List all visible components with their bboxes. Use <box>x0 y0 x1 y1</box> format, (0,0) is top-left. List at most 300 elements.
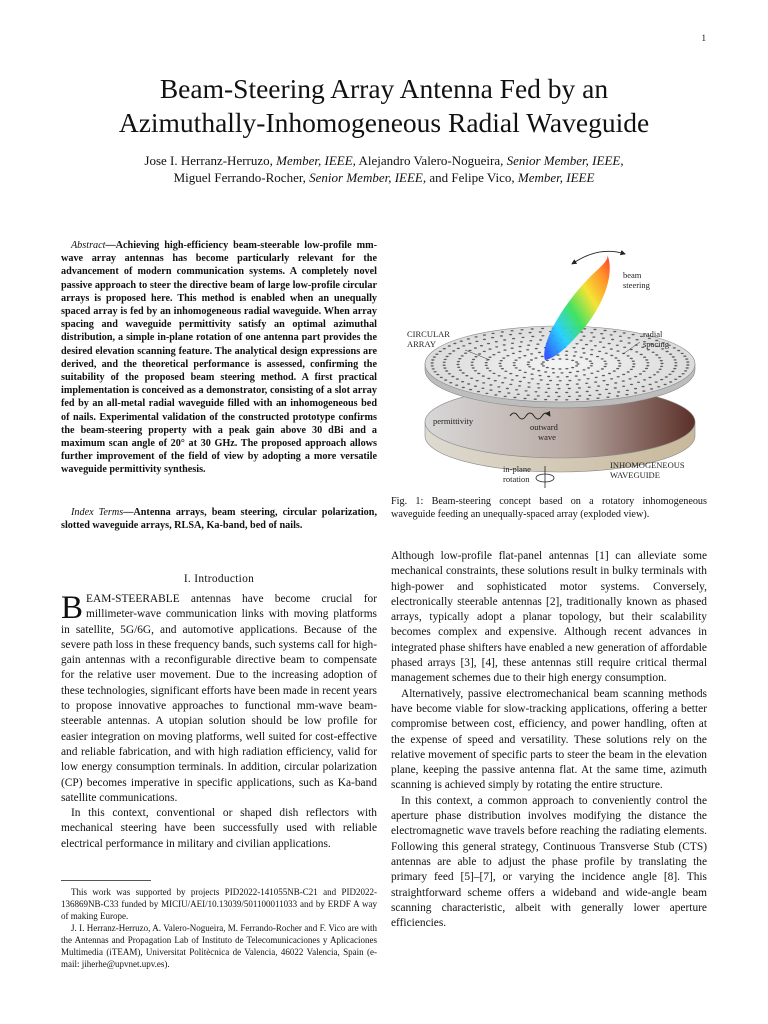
array-slot <box>482 375 485 376</box>
array-slot <box>565 399 568 400</box>
array-slot <box>513 397 516 398</box>
array-slot <box>460 341 463 342</box>
array-slot <box>519 346 522 347</box>
array-slot <box>614 382 617 383</box>
array-slot <box>446 356 449 357</box>
array-slot <box>632 363 635 364</box>
array-slot <box>515 367 518 368</box>
array-slot <box>557 388 560 389</box>
array-slot <box>602 338 605 339</box>
array-slot <box>444 359 447 360</box>
array-slot <box>537 370 540 371</box>
array-slot <box>585 344 588 345</box>
array-slot <box>518 385 521 386</box>
array-slot <box>604 363 607 364</box>
array-slot <box>642 386 645 387</box>
array-slot <box>506 355 509 356</box>
array-slot <box>589 340 592 341</box>
array-slot <box>439 351 442 352</box>
array-slot <box>501 331 504 332</box>
array-slot <box>660 363 663 364</box>
array-slot <box>531 336 534 337</box>
array-slot <box>586 391 589 392</box>
array-slot <box>523 377 526 378</box>
array-slot <box>594 381 597 382</box>
array-slot <box>513 362 516 363</box>
array-slot <box>656 371 659 372</box>
array-slot <box>545 392 548 393</box>
array-slot <box>520 329 523 330</box>
array-slot <box>573 347 576 348</box>
array-slot <box>568 388 571 389</box>
array-slot <box>632 361 635 362</box>
array-slot <box>585 358 588 359</box>
label-inhomogeneous: INHOMOGENEOUS <box>610 460 685 470</box>
array-slot <box>535 348 538 349</box>
intro-p1-text: EAM-STEERABLE antennas have become crucial for millimeter-wave communication links with moving platforms in satellite, 5G/6G, and automotive applications. Because of the severe path loss in these frequency bands, such systems call for high-gain antennas with a reconfigurable directive beam to compensate for the relative user movement. Due to the increasing adoption of these technologies, significant efforts have been made in recent years to propose innovative approaches to functional mm-wave beam-steerable antennas. A utopian solution should be low profile for easier integration on moving platforms, well suited for cost-effective and reliable fabrication, and with high radiation efficiency, valid for low energy consumption terminals. In addition, circular polarization (CP) becomes imperative in specific applications, such as Ka-band satellite communications. <box>61 593 377 804</box>
array-slot <box>571 367 574 368</box>
array-slot <box>512 338 515 339</box>
array-slot <box>477 391 480 392</box>
array-slot <box>498 363 501 364</box>
author-4: and Felipe Vico, <box>429 170 515 185</box>
array-slot <box>527 345 530 346</box>
array-slot <box>485 365 488 366</box>
array-slot <box>590 373 593 374</box>
array-slot <box>578 379 581 380</box>
array-slot <box>485 362 488 363</box>
array-slot <box>542 361 545 362</box>
array-slot <box>470 378 473 379</box>
array-slot <box>431 359 434 360</box>
array-slot <box>614 357 617 358</box>
array-slot <box>477 373 480 374</box>
array-slot <box>657 386 660 387</box>
array-slot <box>677 350 680 351</box>
array-slot <box>655 354 658 355</box>
array-slot <box>495 341 498 342</box>
array-slot <box>566 384 569 385</box>
array-slot <box>538 352 541 353</box>
array-slot <box>590 349 593 350</box>
array-slot <box>672 356 675 357</box>
index-terms <box>61 506 377 532</box>
figure-illustration <box>395 242 725 492</box>
array-slot <box>674 379 677 380</box>
array-slot <box>620 340 623 341</box>
array-slot <box>628 378 631 379</box>
array-slot <box>483 351 486 352</box>
label-permittivity: permittivity <box>433 416 474 426</box>
array-slot <box>603 361 606 362</box>
array-slot <box>530 353 533 354</box>
array-slot <box>481 388 484 389</box>
array-slot <box>457 361 460 362</box>
array-slot <box>666 351 669 352</box>
paper-title <box>40 72 728 140</box>
array-slot <box>443 367 446 368</box>
array-slot <box>649 384 652 385</box>
array-slot <box>512 353 515 354</box>
array-slot <box>448 345 451 346</box>
right-paragraph-3: In this context, a common approach to conveniently control the aperture phase distribution involves modifying the distance the electromagnetic wave travels before reaching the radiating elements. Following this general strategy, Continuous Transverse Stub (CTS) antennas are able to adjust the phase profile by translating the primary feed [5]–[7], or varying the incidence angle [8]. This straightforward scheme offers a wideband and wide-angle beam scanning characteristic, albeit with generally lower aperture efficiencies. <box>391 794 707 930</box>
array-slot <box>575 343 578 344</box>
array-slot <box>534 399 537 400</box>
abstract-text: —Achieving high-efficiency beam-steerable low-profile mm-wave array antennas has become particularly relevant for the advancement of modern communication systems. A completely novel passive approach to steer the directive beam of large low-profile circular arrays is proposed here. This method is enabled when an unequally spaced array is fed by an inhomogeneous radial waveguide. When array spacing and waveguide permittivity satisfy an optimal azimuthal distribution, a simple in-plane rotation of one antenna part provides the desired elevation scanning feature. The analytical design expressions are derived, and the theoretical performance is assessed, confirming the suitability of the proposed beam steering method. A first practical implementation is conceived as a demonstrator, consisting of a slot array fed by an all-metal radial waveguide filled with an inhomogeneous bed of nails. Experimental validation of the constructed prototype confirms the beam-steering property with a peak gain above 30 dBi and a maximum scan angle of 20° at 30 GHz. The proposed approach allows further improvement of the field of view by adopting a more versatile waveguide permittivity synthesis. <box>61 240 377 476</box>
array-slot <box>660 366 663 367</box>
author-list <box>40 152 728 186</box>
label-outward: outward <box>530 422 558 432</box>
array-slot <box>488 348 491 349</box>
array-slot <box>630 369 633 370</box>
array-slot <box>539 339 542 340</box>
array-slot <box>610 355 613 356</box>
array-slot <box>658 357 661 358</box>
array-slot <box>520 341 523 342</box>
array-slot <box>575 361 578 362</box>
array-slot <box>565 368 568 369</box>
array-slot <box>489 384 492 385</box>
array-slot <box>519 381 522 382</box>
footnote <box>61 886 377 970</box>
label-rotation: rotation <box>503 474 530 484</box>
title-line-1: Beam-Steering Array Antenna Fed by an <box>159 73 609 104</box>
array-slot <box>462 372 465 373</box>
array-slot <box>613 331 616 332</box>
array-slot <box>464 353 467 354</box>
array-slot <box>503 349 506 350</box>
array-slot <box>552 368 555 369</box>
array-slot <box>487 378 490 379</box>
right-paragraph-1: Although low-profile flat-panel antennas [1] can alleviate some mechanical constraints, these solutions result in bulky terminals with high-power and sophisticated motor systems. Conversely, electronically steerable antennas [2], traditionally known as phased arrays, typically adopt a planar topology, but their scalability becomes complex and expensive. Although recent advances in integrated phase shifters have enabled a new generation of affordable phased arrays [3], [4], these antennas still require critical thermal management schemes due to their high energy consumption. <box>391 550 707 685</box>
footnote-rule <box>61 880 151 881</box>
array-slot <box>600 333 603 334</box>
array-slot <box>558 368 561 369</box>
array-slot <box>492 333 495 334</box>
array-slot <box>511 348 514 349</box>
array-slot <box>474 386 477 387</box>
array-slot <box>515 389 518 390</box>
array-slot <box>502 357 505 358</box>
abstract-lead: Abstract <box>70 240 106 251</box>
array-slot <box>669 354 672 355</box>
array-slot <box>527 386 530 387</box>
array-slot <box>604 330 607 331</box>
label-radial: radial <box>643 329 663 339</box>
array-slot <box>547 376 550 377</box>
array-slot <box>565 359 568 360</box>
array-slot <box>617 376 620 377</box>
array-slot <box>474 370 477 371</box>
array-slot <box>510 330 513 331</box>
array-slot <box>643 379 646 380</box>
figure-caption: Fig. 1: Beam-steering concept based on a rotatory inhomogeneous waveguide feeding an unequally-spaced array (exploded view). <box>391 496 707 521</box>
array-slot <box>509 373 512 374</box>
author-3: Miguel Ferrando-Rocher, <box>173 170 306 185</box>
array-slot <box>586 398 589 399</box>
array-slot <box>474 356 477 357</box>
array-slot <box>588 387 591 388</box>
label-circular: CIRCULAR <box>407 329 450 339</box>
array-slot <box>552 372 555 373</box>
array-slot <box>596 371 599 372</box>
array-slot <box>576 383 579 384</box>
array-slot <box>674 362 677 363</box>
array-slot <box>527 382 530 383</box>
array-slot <box>556 384 559 385</box>
array-slot <box>605 389 608 390</box>
array-slot <box>541 328 544 329</box>
array-slot <box>576 392 579 393</box>
array-slot <box>580 357 583 358</box>
right-column-text <box>391 549 707 931</box>
array-slot <box>541 356 544 357</box>
section-heading: I. Introduction <box>183 573 255 585</box>
array-slot <box>684 370 687 371</box>
array-slot <box>653 374 656 375</box>
author-3-role: Senior Member, IEEE, <box>309 170 427 185</box>
array-slot <box>465 375 468 376</box>
array-slot <box>559 380 562 381</box>
array-slot <box>431 365 434 366</box>
array-slot <box>444 379 447 380</box>
array-slot <box>440 377 443 378</box>
array-slot <box>580 339 583 340</box>
array-slot <box>682 373 685 374</box>
array-slot <box>582 348 585 349</box>
array-slot <box>608 393 611 394</box>
array-slot <box>686 361 689 362</box>
array-slot <box>665 376 668 377</box>
array-slot <box>613 370 616 371</box>
array-slot <box>443 365 446 366</box>
array-slot <box>575 365 578 366</box>
array-slot <box>565 355 568 356</box>
array-slot <box>571 360 574 361</box>
array-slot <box>592 336 595 337</box>
array-slot <box>468 343 471 344</box>
array-slot <box>544 399 547 400</box>
array-slot <box>456 378 459 379</box>
array-slot <box>492 354 495 355</box>
array-slot <box>483 334 486 335</box>
array-slot <box>669 381 672 382</box>
array-slot <box>642 371 645 372</box>
array-slot <box>583 374 586 375</box>
array-slot <box>546 384 549 385</box>
label-array: ARRAY <box>407 339 436 349</box>
array-slot <box>500 360 503 361</box>
array-slot <box>634 392 637 393</box>
array-slot <box>619 336 622 337</box>
array-slot <box>568 396 571 397</box>
array-slot <box>537 395 540 396</box>
array-slot <box>472 359 475 360</box>
array-slot <box>486 368 489 369</box>
array-slot <box>599 341 602 342</box>
array-slot <box>501 382 504 383</box>
array-slot <box>539 331 542 332</box>
array-slot <box>674 365 677 366</box>
array-slot <box>513 365 516 366</box>
array-slot <box>645 359 648 360</box>
array-slot <box>549 380 552 381</box>
array-slot <box>471 362 474 363</box>
array-slot <box>526 349 529 350</box>
array-slot <box>660 379 663 380</box>
array-slot <box>498 391 501 392</box>
array-slot <box>617 391 620 392</box>
array-slot <box>686 367 689 368</box>
array-slot <box>527 362 530 363</box>
author-4-role: Member, IEEE <box>517 170 595 185</box>
array-slot <box>537 387 540 388</box>
intro-paragraph-2: In this context, conventional or shaped dish reflectors with mechanical steering have been successfully used with reliable electrical performance in military and civilian applications. <box>61 807 377 850</box>
array-slot <box>648 377 651 378</box>
array-slot <box>495 346 498 347</box>
array-slot <box>544 371 547 372</box>
array-slot <box>538 375 541 376</box>
label-wave: wave <box>538 432 556 442</box>
array-slot <box>482 382 485 383</box>
array-slot <box>453 343 456 344</box>
array-slot <box>511 379 514 380</box>
array-slot <box>576 371 579 372</box>
array-slot <box>623 332 626 333</box>
title-line-2: Azimuthally-Inhomogeneous Radial Waveguide <box>118 107 650 138</box>
array-slot <box>616 368 619 369</box>
array-slot <box>594 345 597 346</box>
footnote-affiliation: J. I. Herranz-Herruzo, A. Valero-Nogueira, M. Ferrando-Rocher and F. Vico are with the Antennas and Propagation Lab of Instituto de Telecomunicaciones y Aplicaciones Multimedia (iTEAM), Universitat Politècnica de Valencia, 46022 Valencia, Spain (e-mail: jiherhe@upvnet.upv.es). <box>61 923 377 969</box>
label-beam: beam <box>623 270 642 280</box>
array-slot <box>503 339 506 340</box>
array-slot <box>518 351 521 352</box>
array-slot <box>598 351 601 352</box>
array-slot <box>602 380 605 381</box>
array-slot <box>452 350 455 351</box>
array-slot <box>630 384 633 385</box>
label-in-plane: in-plane <box>503 464 531 474</box>
array-slot <box>497 386 500 387</box>
array-slot <box>664 384 667 385</box>
array-slot <box>480 345 483 346</box>
array-slot <box>494 380 497 381</box>
array-slot <box>523 355 526 356</box>
array-slot <box>634 376 637 377</box>
array-slot <box>608 343 611 344</box>
array-slot <box>606 384 609 385</box>
label-steering: steering <box>623 280 650 290</box>
array-slot <box>432 368 435 369</box>
array-slot <box>475 336 478 337</box>
array-slot <box>517 394 520 395</box>
array-slot <box>617 360 620 361</box>
array-slot <box>555 399 558 400</box>
array-slot <box>487 343 490 344</box>
label-spacing: spacing <box>643 339 669 349</box>
array-slot <box>590 354 593 355</box>
array-slot <box>681 353 684 354</box>
array-slot <box>616 395 619 396</box>
array-slot <box>528 366 531 367</box>
array-slot <box>637 382 640 383</box>
drop-cap: B <box>61 590 84 626</box>
introduction <box>61 592 377 852</box>
array-slot <box>576 399 579 400</box>
array-slot <box>596 398 599 399</box>
array-slot <box>456 364 459 365</box>
array-slot <box>652 352 655 353</box>
array-slot <box>636 339 639 340</box>
array-slot <box>536 344 539 345</box>
array-slot <box>625 394 628 395</box>
array-slot <box>445 370 448 371</box>
array-slot <box>448 353 451 354</box>
array-slot <box>597 385 600 386</box>
array-slot <box>610 334 613 335</box>
array-slot <box>645 368 648 369</box>
array-slot <box>678 376 681 377</box>
array-slot <box>646 362 649 363</box>
array-slot <box>501 368 504 369</box>
array-slot <box>673 368 676 369</box>
array-slot <box>647 349 650 350</box>
array-slot <box>436 374 439 375</box>
array-slot <box>478 353 481 354</box>
array-slot <box>532 368 535 369</box>
array-slot <box>627 355 630 356</box>
array-slot <box>650 388 653 389</box>
array-slot <box>630 358 633 359</box>
array-slot <box>685 358 688 359</box>
array-slot <box>683 356 686 357</box>
array-slot <box>474 347 477 348</box>
array-slot <box>660 360 663 361</box>
array-slot <box>593 329 596 330</box>
array-slot <box>462 387 465 388</box>
author-2: Alejandro Valero-Nogueira, <box>358 153 504 168</box>
label-waveguide: WAVEGUIDE <box>610 470 660 480</box>
beam-steering-arrow <box>575 251 625 262</box>
array-slot <box>582 336 585 337</box>
array-slot <box>578 387 581 388</box>
array-slot <box>499 365 502 366</box>
array-slot <box>524 372 527 373</box>
array-slot <box>565 392 568 393</box>
array-slot <box>587 378 590 379</box>
author-1: Jose I. Herranz-Herruzo, <box>144 153 273 168</box>
array-slot <box>605 353 608 354</box>
array-slot <box>541 335 544 336</box>
footnote-funding: This work was supported by projects PID2022-141055NB-C21 and PID2022-136869NB-C33 funded by MICIU/AEI/10.13039/501100011033 and by ERDF A way of making Europe. <box>61 887 377 921</box>
array-slot <box>590 363 593 364</box>
array-slot <box>534 357 537 358</box>
array-slot <box>582 369 585 370</box>
array-slot <box>627 371 630 372</box>
array-slot <box>632 366 635 367</box>
array-slot <box>491 337 494 338</box>
array-slot <box>601 358 604 359</box>
array-slot <box>485 393 488 394</box>
array-slot <box>601 368 604 369</box>
figure-1 <box>395 242 725 492</box>
array-slot <box>435 354 438 355</box>
array-slot <box>643 357 646 358</box>
array-slot <box>578 395 581 396</box>
array-slot <box>560 372 563 373</box>
array-slot <box>476 380 479 381</box>
array-slot <box>542 365 545 366</box>
